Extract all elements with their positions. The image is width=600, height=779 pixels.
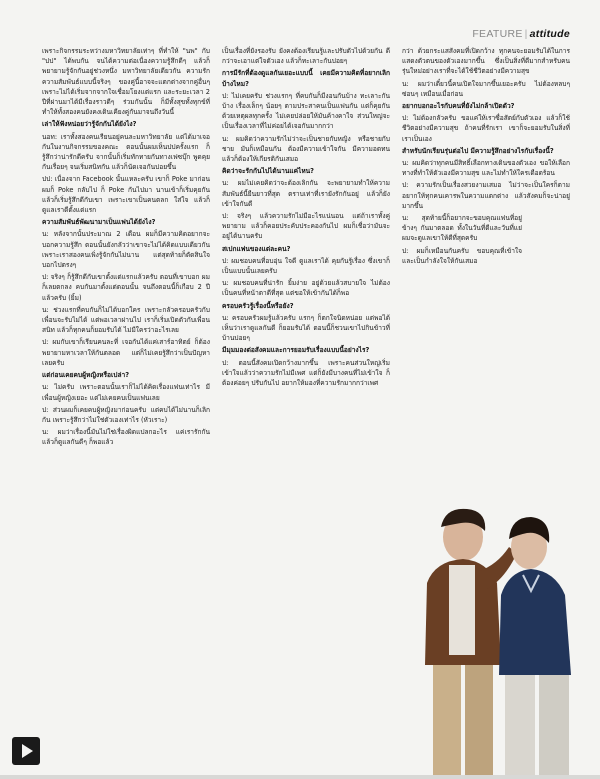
article-paragraph: ป: ผมกับเขาก็เรียนคนละที่ เจอกันได้แค่เสาร์อาทิตย์ ก็ต้องพยายามหาเวลาให้กันตลอด แต่ก็ไม่เคยรู้สึกว่าเป็นปัญหาเลยครับ	[42, 338, 210, 367]
section-label: FEATURE	[472, 28, 523, 40]
interview-question: การมีรักที่ต้องดูแลกันเยอะแบบนี้ เคยมีความคิดที่อยากเลิกบ้างไหม?	[222, 69, 390, 88]
interview-question: มีมุมมองต่อสังคมและการยอมรับเรื่องแบบนี้อย่างไร?	[222, 346, 370, 355]
interview-question: แต่ก่อนเคยคบผู้หญิงหรือเปล่า?	[42, 371, 130, 380]
article-paragraph: ป: ผมก็เหมือนกันครับ ขอบคุณที่เข้าใจ และเป็นกำลังใจให้กันเสมอ	[402, 246, 522, 265]
interview-question: คิดว่าจะรักกันไปได้นานแค่ไหน?	[222, 167, 315, 176]
header-separator: |	[524, 28, 528, 40]
section-name: attitude	[529, 28, 570, 40]
interview-question: สเปกแฟนของแต่ละคน?	[222, 244, 291, 253]
article-column-2	[222, 46, 390, 746]
article-paragraph: ป: จริงๆ แล้วความรักไม่มีอะไรแน่นอน แต่ถ้าเราทั้งคู่พยายาม แล้วก็คอยประคับประคองกันไป ผมก็เชื่อว่ามันจะอยู่ได้นานครับ	[222, 212, 390, 241]
article-paragraph: นอท: เราทั้งสองคนเรียนอยู่คนละมหาวิทยาลัย แต่ได้มาเจอกันในงานกิจกรรมของคณะ ตอนนั้นผมเห็นปปครั้งแรก ก็รู้สึกว่าน่ารักดีครับ จากนั้นก็เริ่มทักทายกันทางเฟซบุ๊ก พูดคุยกันเรื่อยๆ จนเริ่มสนิทกัน แล้วก็นัดเจอกันบ่อยขึ้น	[42, 132, 210, 172]
article-paragraph: ป: ตอนนี้สังคมเปิดกว้างมากขึ้น เพราะคนส่วนใหญ่เริ่มเข้าใจแล้วว่าความรักไม่มีเพศ แต่ก็ยังมีบางคนที่ไม่เข้าใจ ก็ต้องค่อยๆ ปรับกันไป อยากให้มองที่ความรักมากกว่าเพศ	[222, 358, 390, 388]
article-paragraph: น: ผมว่าเดี๋ยวนี้คนเปิดใจมากขึ้นเยอะครับ ไม่ต้องหลบๆ ซ่อนๆ เหมือนเมื่อก่อน	[402, 79, 570, 98]
article-paragraph: น: หลังจากนั้นประมาณ 2 เดือน ผมก็มีความคิดอยากจะบอกความรู้สึก ตอนนั้นยังกลัวว่าเขาจะไม่ได้คิดแบบเดียวกัน เพราะเราสองคนเพิ่งรู้จักกันไม่นาน แต่สุดท้ายก็ตัดสินใจบอกไปตรงๆ	[42, 230, 210, 270]
article-paragraph: น: ผมไม่เคยคิดว่าจะต้องเลิกกัน จะพยายามทำให้ความสัมพันธ์นี้ยืนยาวที่สุด ตราบเท่าที่เรายังรักกันอยู่ แล้วก็ยังเข้าใจกันดี	[222, 179, 390, 208]
article-paragraph: น: ผมว่าเรื่องนี้มันไม่ใช่เรื่องผิดแปลกอะไร แค่เรารักกัน แล้วก็ดูแลกันดีๆ ก็พอแล้ว	[42, 428, 210, 447]
article-paragraph: น: ครอบครัวผมรู้แล้วครับ แรกๆ ก็ตกใจนิดหน่อย แต่พอได้เห็นว่าเราดูแลกันดี ก็ยอมรับได้ ตอนนี้ก็ชวนเขาไปกินข้าวที่บ้านบ่อยๆ	[222, 313, 390, 343]
page-bottom-bar	[0, 775, 600, 779]
article-paragraph: ป: ไม่เคยครับ ช่วงแรกๆ ที่คบกันก็มีงอนกันบ้าง ทะเลาะกันบ้าง เรื่องเล็กๆ น้อยๆ ตามประสาคนเป็นแฟนกัน แต่ก็คุยกันด้วยเหตุผลทุกครั้ง ไม่เคยปล่อยให้มันค้างคาใจ ส่วนใหญ่จะเป็นเรื่องเวลาที่ไม่ค่อยได้เจอกันมากกว่า	[222, 91, 390, 131]
article-paragraph: น: ช่วงแรกที่คบกันก็ไม่ได้บอกใคร เพราะกลัวครอบครัวกับเพื่อนจะรับไม่ได้ แต่พอเวลาผ่านไป เราก็เริ่มเปิดตัวกับเพื่อนสนิท แล้วก็ทุกคนก็ยอมรับได้ ไม่มีใครว่าอะไรเลย	[42, 305, 210, 335]
article-paragraph: ป: ความรักเป็นเรื่องสวยงามเสมอ ไม่ว่าจะเป็นใครก็ตาม อยากให้ทุกคนเคารพในความแตกต่าง แล้วสังคมก็จะน่าอยู่มากขึ้น	[402, 181, 570, 210]
interview-question: อยากบอกอะไรกับคนที่ยังไม่กล้าเปิดตัว?	[402, 102, 515, 111]
article-paragraph: ป: ผมชอบคนที่อบอุ่น ใจดี ดูแลเราได้ คุยกันรู้เรื่อง ซึ่งเขาก็เป็นแบบนั้นเลยครับ	[222, 256, 390, 276]
article-paragraph: ป: ไม่ต้องกลัวครับ ขอแค่ให้เราซื่อสัตย์กับตัวเอง แล้วก็ใช้ชีวิตอย่างมีความสุข ถ้าคนที่รักเรา เขาก็จะยอมรับในสิ่งที่เราเป็นเอง	[402, 114, 570, 143]
article-paragraph: เพราะกิจกรรมระหว่างมหาวิทยาลัยเท่าๆ ที่ทำให้ "นพ" กับ "ปป" ได้พบกัน จนได้ความต่อเนื่องความรู้สึกดีๆ แล้วก็พยายามรู้จักกันอยู่ช่วงหนึ่ง มหาวิทยาลัยเดียวกัน ความรักความสัมพันธ์แบบนี้จริงๆ ของคู่นี้อาจจะแตกต่างจากคู่อื่นๆ เพราะไม่ได้เริ่มจากจากใจเชื่อมโยงแต่แรก และระยะเวลา 2 ปีที่ผ่านมาได้มีเรื่องราวดีๆ ร่วมกันนั้น ก็มีทั้งสุขทั้งทุกข์ที่ทำให้ทั้งสองคนยังคงเดินเคียงคู่กันมาจนถึงวันนี้	[42, 47, 210, 117]
article-paragraph: ป: จริงๆ ก็รู้สึกดีกับเขาตั้งแต่แรกแล้วครับ ตอนที่เขาบอก ผมก็เลยตกลง คบกันมาตั้งแต่ตอนนั้น จนถึงตอนนี้ก็เกือบ 2 ปีแล้วครับ (ยิ้ม)	[42, 273, 210, 302]
article-paragraph: เป็นเรื่องที่ยังรองรับ ยังคงต้องเรียนรู้และปรับตัวไปด้วยกัน ดีกว่าจะเอาแต่ใจตัวเอง แล้วก็ทะเลาะกันบ่อยๆ	[222, 47, 390, 66]
article-paragraph: น: ไม่ครับ เพราะตอนนั้นเราก็ไม่ได้คิดเรื่องแฟนเท่าไร มีเพื่อนผู้หญิงเยอะ แต่ไม่เคยคบเป็นแฟนเลย	[42, 383, 210, 402]
article-paragraph: น: ผมชอบคนที่น่ารัก ยิ้มง่าย อยู่ด้วยแล้วสบายใจ ไม่ต้องเป็นคนที่หน้าตาดีที่สุด แต่ขอให้เข้ากันได้ก็พอ	[222, 279, 390, 298]
article-paragraph: ปป: เนื่องจาก Facebook นั้นแหละครับ เขาก็ Poke มาก่อน ผมก็ Poke กลับไป ก็ Poke กันไปมา นานเข้าก็เริ่มคุยกัน แล้วก็เริ่มรู้สึกดีกับเขา เพราะเขาเป็นคนตลก ใส่ใจ แล้วก็ดูแลเราดีตั้งแต่แรก	[42, 175, 210, 215]
article-column-1	[42, 46, 210, 746]
play-video-button[interactable]	[12, 737, 40, 765]
interview-question: ความสัมพันธ์พัฒนามาเป็นแฟนได้ยังไง?	[42, 218, 156, 227]
interview-question: เล่าให้ฟังหน่อยว่ารู้จักกันได้ยังไง?	[42, 120, 137, 129]
couple-photo	[405, 495, 575, 779]
article-paragraph: น: สุดท้ายนี้ก็อยากจะขอบคุณแฟนที่อยู่ข้างๆ กันมาตลอด ทั้งในวันที่ดีและวันที่แย่ ผมจะดูแลเขาให้ดีที่สุดครับ	[402, 214, 522, 243]
magazine-header	[472, 28, 570, 40]
interview-question: สำหรับนักเรียนรุ่นต่อไป มีความรู้สึกอย่างไรกับเรื่องนี้?	[402, 146, 554, 155]
interview-question: ครอบครัวรู้เรื่องนี้หรือยัง?	[222, 301, 294, 310]
article-paragraph: กว่า ด้วยกระแสสังคมที่เปิดกว้าง ทุกคนจะยอมรับได้ในการแสดงตัวตนของตัวเองมากขึ้น ซึ่งเป็นสิ่งที่ดีมากสำหรับคนรุ่นใหม่อย่างเราที่จะได้ใช้ชีวิตอย่างมีความสุข	[402, 47, 570, 76]
article-paragraph: น: ผมคิดว่าทุกคนมีสิทธิ์เลือกทางเดินของตัวเอง ขอให้เลือกทางที่ทำให้ตัวเองมีความสุข และไม่ทำให้ใครเดือดร้อน	[402, 159, 570, 178]
article-paragraph: น: ผมคิดว่าความรักไม่ว่าจะเป็นชายกับหญิง หรือชายกับชาย มันก็เหมือนกัน ต้องมีความเข้าใจกัน มีความอดทน แล้วก็ต้องให้เกียรติกันเสมอ	[222, 134, 390, 164]
article-paragraph: ป: ส่วนผมก็เคยคบผู้หญิงมาก่อนครับ แต่คบได้ไม่นานก็เลิกกัน เพราะรู้สึกว่าไม่ใช่ตัวเองเท่าไร (หัวเราะ)	[42, 405, 210, 424]
